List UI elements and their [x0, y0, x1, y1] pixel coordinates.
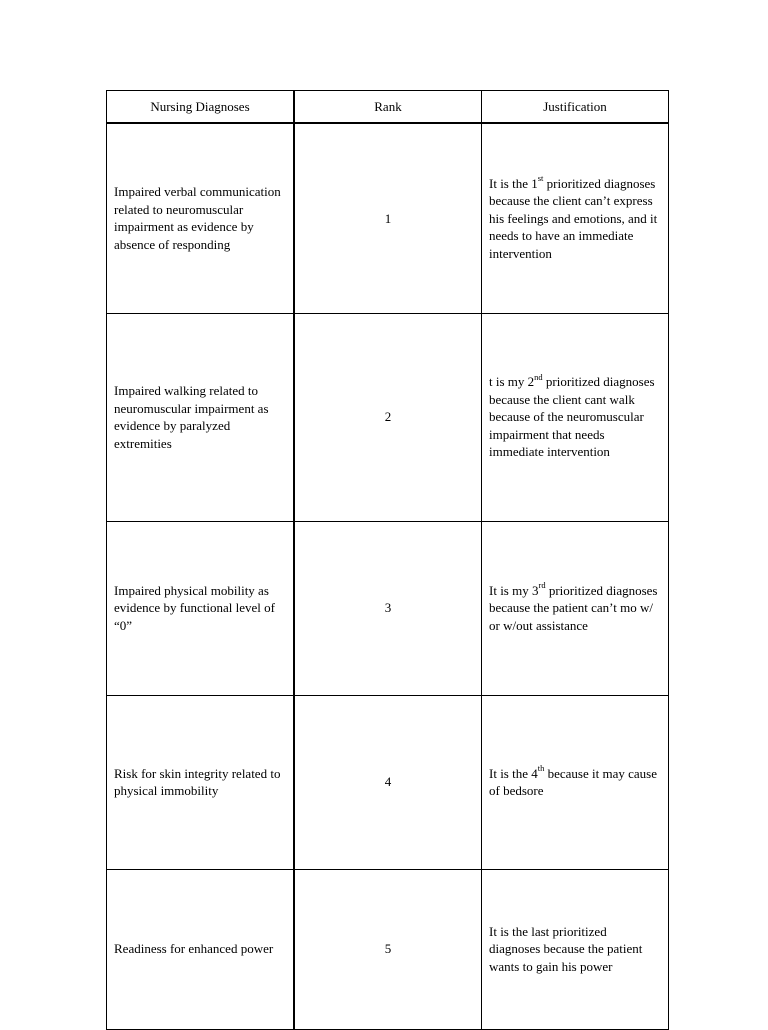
table-row [107, 521, 669, 695]
header-justification: Justification [482, 91, 669, 124]
ordinal-suffix: nd [534, 371, 543, 382]
justification-text: t is my 2 [489, 374, 535, 390]
justification-cell [482, 695, 669, 869]
justification-text: It is my 3 [489, 582, 539, 598]
nursing-diagnoses-table [106, 90, 669, 1030]
diagnosis-cell: Impaired physical mobility as evidence by functional level of “0” [107, 521, 295, 695]
table-row [107, 695, 669, 869]
rank-cell: 5 [294, 869, 482, 1029]
table-row [107, 123, 669, 313]
rank-cell: 2 [294, 313, 482, 521]
header-rank: Rank [294, 91, 482, 124]
ordinal-suffix: st [537, 173, 544, 184]
ordinal-suffix: th [537, 763, 545, 774]
ordinal-suffix: rd [538, 580, 546, 591]
rank-cell: 1 [294, 123, 482, 313]
justification-cell [482, 521, 669, 695]
table-header-row [107, 91, 669, 124]
justification-text: It is the last prioritized diagnoses because the patient wants to gain his power [489, 923, 643, 974]
rank-cell: 3 [294, 521, 482, 695]
header-nursing-diagnoses: Nursing Diagnoses [107, 91, 295, 124]
justification-text: It is the 4 [489, 765, 538, 781]
table-row [107, 313, 669, 521]
table-row [107, 869, 669, 1029]
diagnosis-cell: Impaired walking related to neuromuscular impairment as evidence by paralyzed extremities [107, 313, 295, 521]
justification-text-rest: because it may cause of bedsore [489, 765, 657, 798]
justification-text-rest: prioritized diagnoses because the client can’t express his feelings and emotions, and it needs to have an immediate intervention [489, 175, 658, 261]
justification-text: It is the 1 [489, 175, 538, 191]
rank-cell: 4 [294, 695, 482, 869]
justification-cell [482, 869, 669, 1029]
justification-text-rest: prioritized diagnoses because the patient can’t mo w/ or w/out assistance [489, 582, 658, 633]
diagnosis-cell: Readiness for enhanced power [107, 869, 295, 1029]
diagnosis-cell: Risk for skin integrity related to physical immobility [107, 695, 295, 869]
diagnosis-cell: Impaired verbal communication related to neuromuscular impairment as evidence by absence of responding [107, 123, 295, 313]
justification-cell [482, 123, 669, 313]
justification-cell [482, 313, 669, 521]
justification-text-rest: prioritized diagnoses because the client cant walk because of the neuromuscular impairment that needs immediate intervention [489, 374, 655, 460]
